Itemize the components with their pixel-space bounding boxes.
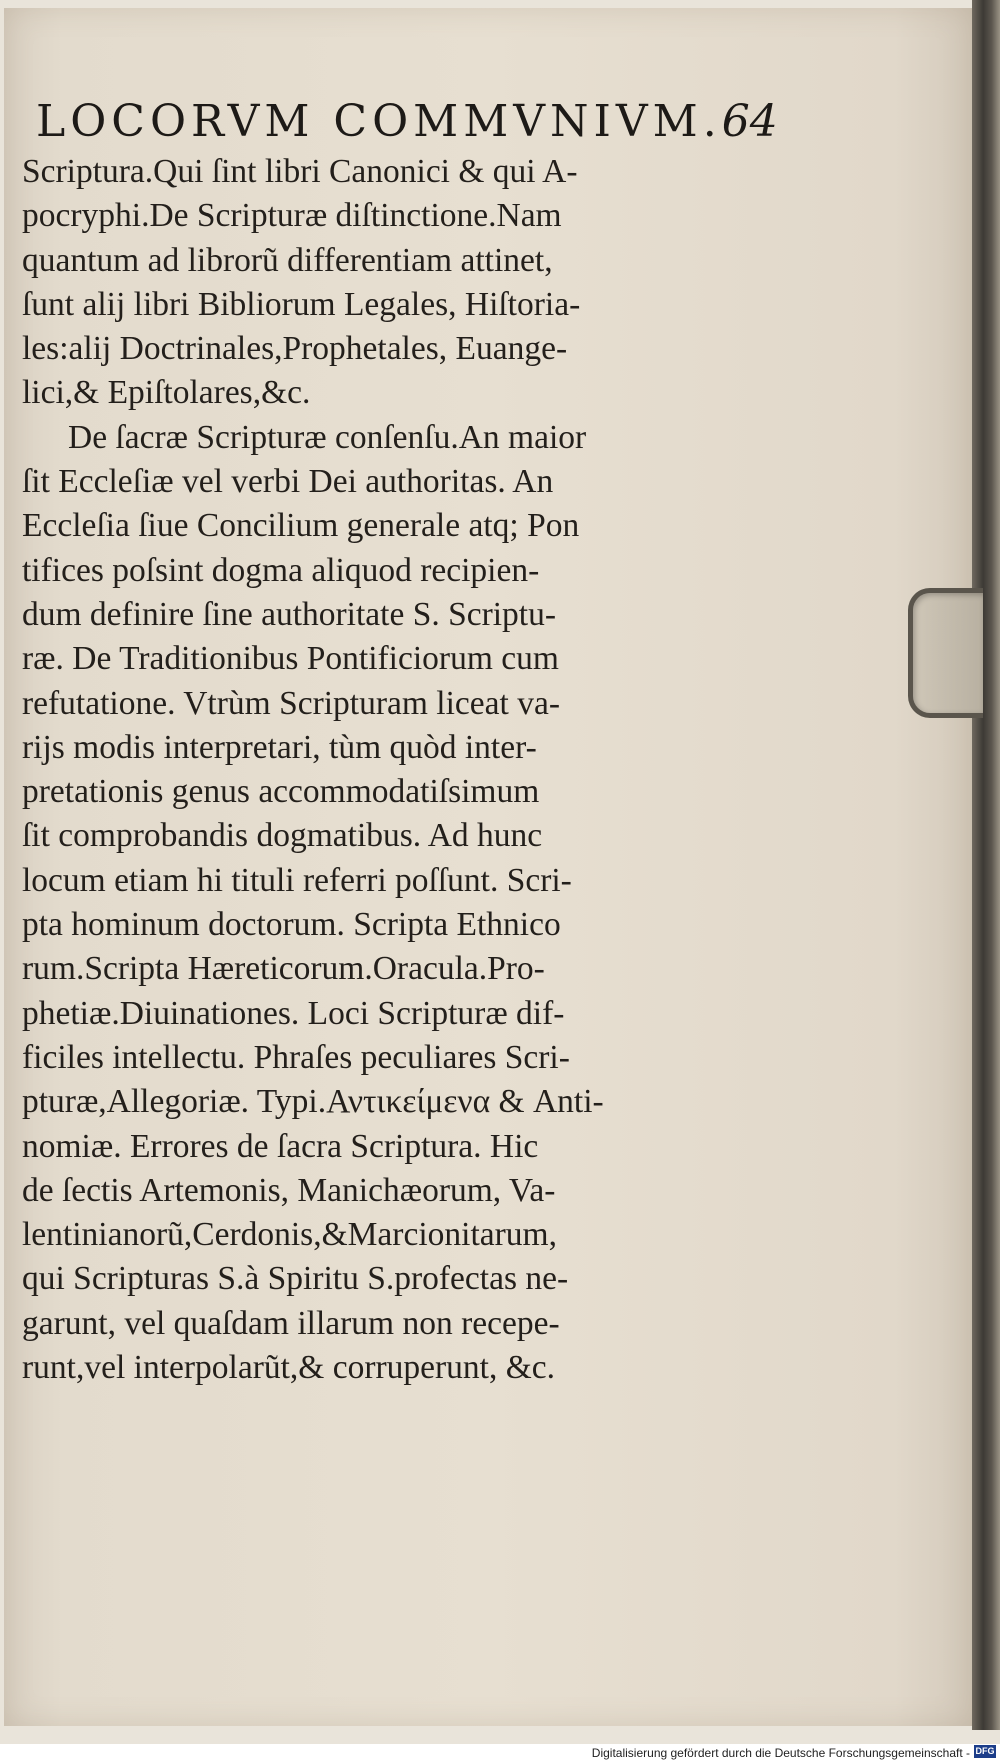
text-line: de ſectis Artemonis, Manichæorum, Va- — [22, 1171, 556, 1209]
running-head-title: LOCORVM COMMVNIVM. — [36, 96, 722, 147]
text-line: ſit comprobandis dogmatibus. Ad hunc — [22, 817, 543, 855]
text-line: Scriptura.Qui ſint libri Canonici & qui A- — [22, 153, 578, 190]
text-line: pretationis genus accommodatiſsimum — [22, 773, 540, 811]
text-line: quantum ad librorũ differentiam attinet, — [22, 241, 553, 279]
text-line: locum etiam hi tituli referri poſſunt. Scri- — [22, 861, 572, 899]
text-line: rijs modis interpretari, tùm quòd inter- — [22, 728, 537, 766]
text-line: tifices poſsint dogma aliquod recipien- — [22, 551, 540, 589]
text-line: lentinianorũ,Cerdonis,&Marcionitarum, — [22, 1216, 557, 1254]
text-line: dum definire ſine authoritate S. Scriptu- — [22, 595, 557, 633]
text-line: les:alij Doctrinales,Prophetales, Euange- — [22, 330, 568, 368]
text-line: runt,vel interpolarũt,& corruperunt, &c. — [22, 1349, 556, 1387]
text-line: De ſacræ Scripturæ conſenſu.An maior — [68, 418, 587, 456]
text-line: refutatione. Vtrùm Scripturam liceat va- — [22, 684, 560, 722]
text-line: phetiæ.Diuinationes. Loci Scripturæ dif- — [22, 994, 565, 1032]
text-line: pturæ,Allegoriæ. Typi.Αντικείμενα & Anti- — [22, 1083, 604, 1121]
body-text — [22, 150, 734, 1390]
text-line: ſunt alij libri Bibliorum Legales, Hiſtoria- — [22, 285, 581, 323]
book-edge — [972, 0, 1000, 1730]
text-line: ficiles intellectu. Phraſes peculiares Scri- — [22, 1038, 570, 1076]
text-line: garunt, vel quaſdam illarum non recepe- — [22, 1304, 560, 1342]
text-line: ræ. De Traditionibus Pontificiorum cum — [22, 640, 559, 678]
running-head — [36, 96, 778, 147]
page-number: 64 — [721, 96, 778, 147]
dfg-logo: DFG — [975, 1746, 995, 1756]
text-line: Eccleſia ſiue Concilium generale atq; Pon — [22, 507, 580, 545]
footer-credit: Digitalisierung gefördert durch die Deutsche Forschungsgemeinschaft - — [591, 1746, 970, 1760]
text-line: pta hominum doctorum. Scripta Ethnico — [22, 906, 561, 944]
text-line: rum.Scripta Hæreticorum.Oracula.Pro- — [22, 950, 545, 988]
book-clasp — [908, 588, 983, 718]
text-line: nomiæ. Errores de ſacra Scriptura. Hic — [22, 1127, 539, 1165]
text-line: qui Scripturas S.à Spiritu S.profectas ne- — [22, 1260, 569, 1298]
text-line: lici,& Epiſtolares,&c. — [22, 374, 311, 412]
text-line: pocryphi.De Scripturæ diſtinctione.Nam — [22, 197, 562, 235]
text-line: ſit Eccleſiæ vel verbi Dei authoritas. An — [22, 463, 554, 501]
